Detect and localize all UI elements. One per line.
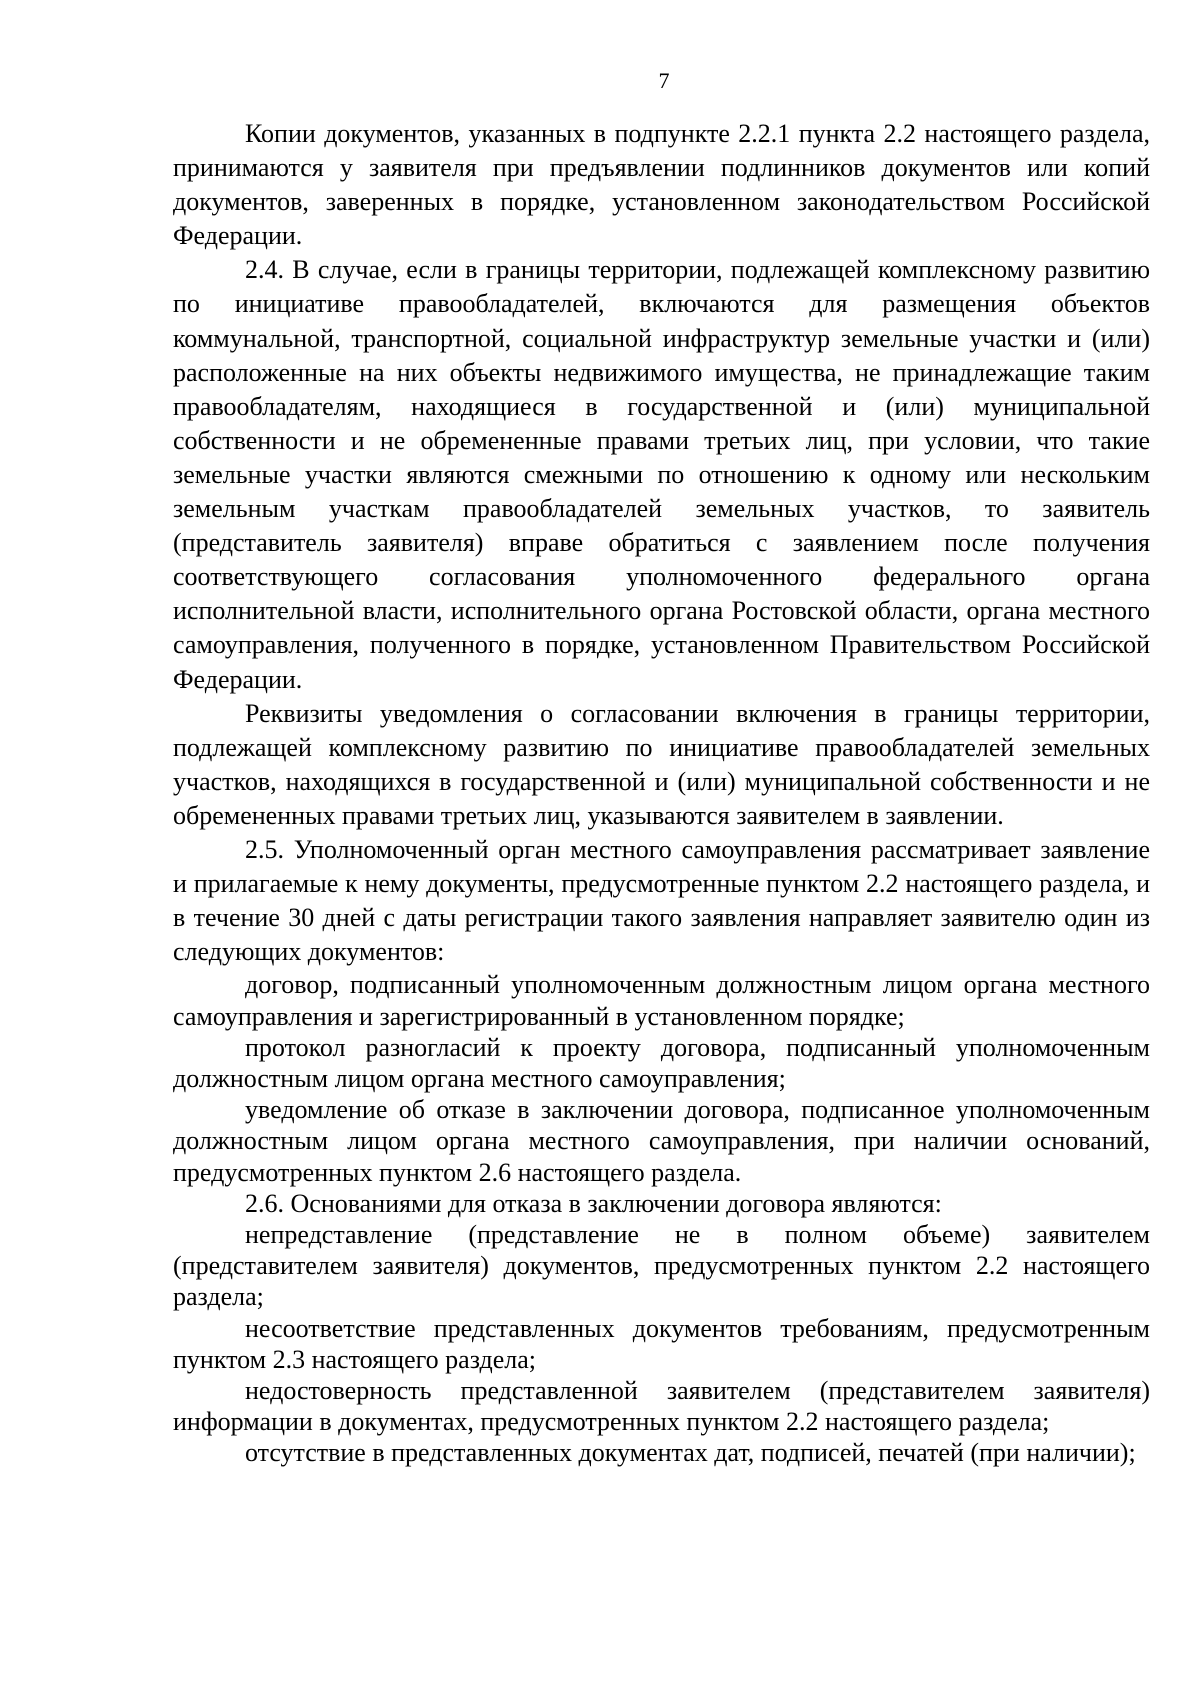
list-item-disagreement-protocol: протокол разногласий к проекту договора, подписанный уполномоченным должностным лицом органа местного самоуправления; — [173, 1032, 1150, 1093]
list-item-missing-requisites: отсутствие в представленных документах дат, подписей, печатей (при наличии); — [245, 1438, 1136, 1468]
paragraph-requisites: Реквизиты уведомления о согласовании включения в границы территории, подлежащей комплексному развитию по инициативе правообладателей земельных участков, находящихся в государственной и (или) муниципальной собственности и не обремененных правами третьих лиц, указываются заявителем в заявлении. — [173, 698, 1150, 830]
paragraph-2-5: 2.5. Уполномоченный орган местного самоуправления рассматривает заявление и прилагаемые к нему документы, предусмотренные пунктом 2.2 настоящего раздела, и в течение 30 дней с даты регистрации такого заявления направляет заявителю один из следующих документов: — [173, 834, 1150, 967]
paragraph-copies-note: Копии документов, указанных в подпункте 2.2.1 пункта 2.2 настоящего раздела, принимаются у заявителя при предъявлении подлинников документов или копий документов, заверенных в порядке, установленном законодательством Российской Федерации. — [173, 119, 1150, 251]
paragraph-2-4: 2.4. В случае, если в границы территории, подлежащей комплексному развитию по инициативе правообладателей, включаются для размещения объектов коммунальной, транспортной, социальной инфраструктур земельные участки и (или) расположенные на них объекты недвижимого имущества, не принадлежащие таким правообладателям, находящиеся в государственной и (или) муниципальной собственности и не обремененные правами третьих лиц, при условии, что такие земельные участки являются смежными по отношению к одному или нескольким земельным участкам правообладателей земельных участков, то заявитель (представитель заявителя) вправе обратиться с заявлением после получения соответствующего согласования уполномоченного федерального органа исполнительной власти, исполнительного органа Ростовской области, органа местного самоуправления, полученного в порядке, установленном Правительством Российской Федерации. — [173, 255, 1150, 694]
list-item-non-compliance: несоответствие представленных документов требованиям, предусмотренным пунктом 2.3 настоящего раздела; — [173, 1313, 1150, 1374]
list-item-contract: договор, подписанный уполномоченным должностным лицом органа местного самоуправления и зарегистрированный в установленном порядке; — [173, 970, 1150, 1031]
page-number: 7 — [658, 68, 670, 93]
list-item-refusal-notice: уведомление об отказе в заключении договора, подписанное уполномоченным должностным лицом органа местного самоуправления, при наличии оснований, предусмотренных пунктом 2.6 настоящего раздела. — [173, 1095, 1150, 1187]
paragraph-2-6: 2.6. Основаниями для отказа в заключении договора являются: — [245, 1188, 942, 1218]
document-body — [173, 117, 1150, 1469]
list-item-inaccuracy: недостоверность представленной заявителем (представителем заявителя) информации в документах, предусмотренных пунктом 2.2 настоящего раздела; — [173, 1375, 1150, 1437]
list-item-non-submission: непредставление (представление не в полном объеме) заявителем (представителем заявителя) документов, предусмотренных пунктом 2.2 настоящего раздела; — [173, 1219, 1150, 1312]
